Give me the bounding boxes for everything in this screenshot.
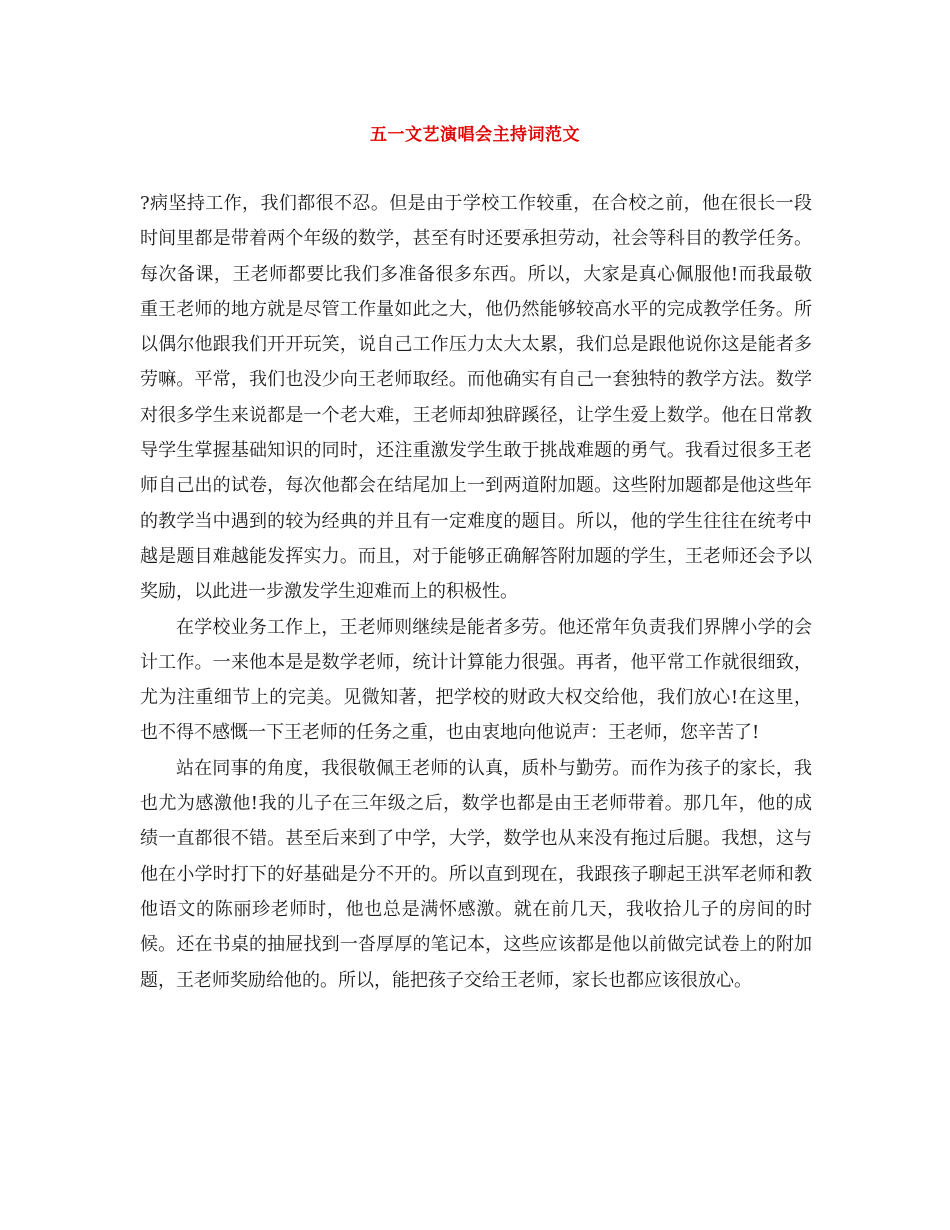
paragraph-2: 在学校业务工作上，王老师则继续是能者多劳。他还常年负责我们界牌小学的会计工作。一来他本是是数学老师，统计计算能力很强。再者，他平常工作就很细致，尤为注重细节上的完美。见微知著，把学校的财政大权交给他，我们放心!在这里，也不得不感慨一下王老师的任务之重，也由衷地向他说声：王老师，您辛苦了! [140,616,812,744]
paragraph-1: ?病坚持工作，我们都很不忍。但是由于学校工作较重，在合校之前，他在很长一段时间里都是带着两个年级的数学，甚至有时还要承担劳动，社会等科目的教学任务。每次备课，王老师都要比我们多准备很多东西。所以，大家是真心佩服他!而我最敬重王老师的地方就是尽管工作量如此之大，他仍然能够较高水平的完成教学任务。所以偶尔他跟我们开开玩笑，说自己工作压力太大太累，我们总是跟他说你这是能者多劳嘛。平常，我们也没少向王老师取经。而他确实有自己一套独特的教学方法。数学对很多学生来说都是一个老大难，王老师却独辟蹊径，让学生爱上数学。他在日常教导学生掌握基础知识的同时，还注重激发学生敢于挑战难题的勇气。我看过很多王老师自己出的试卷，每次他都会在结尾加上一到两道附加题。这些附加题都是他这些年的教学当中遇到的较为经典的并且有一定难度的题目。所以，他的学生往往在统考中越是题目难越能发挥实力。而且，对于能够正确解答附加题的学生，王老师还会予以奖励，以此进一步激发学生迎难而上的积极性。 [140,193,812,603]
document-title: 五一文艺演唱会主持词范文 [370,125,580,145]
paragraph-3: 站在同事的角度，我很敬佩王老师的认真，质朴与勤劳。而作为孩子的家长，我也尤为感激他!我的儿子在三年级之后，数学也都是由王老师带着。那几年，他的成绩一直都很不错。甚至后来到了中学，大学，数学也从来没有拖过后腿。我想，这与他在小学时打下的好基础是分不开的。所以直到现在，我跟孩子聊起王洪军老师和教他语文的陈丽珍老师时，他也总是满怀感激。就在前几天，我收拾儿子的房间的时候。还在书桌的抽屉找到一沓厚厚的笔记本，这些应该都是他以前做完试卷上的附加题，王老师奖励给他的。所以，能把孩子交给王老师，家长也都应该很放心。 [140,757,812,991]
document-body [140,186,812,998]
